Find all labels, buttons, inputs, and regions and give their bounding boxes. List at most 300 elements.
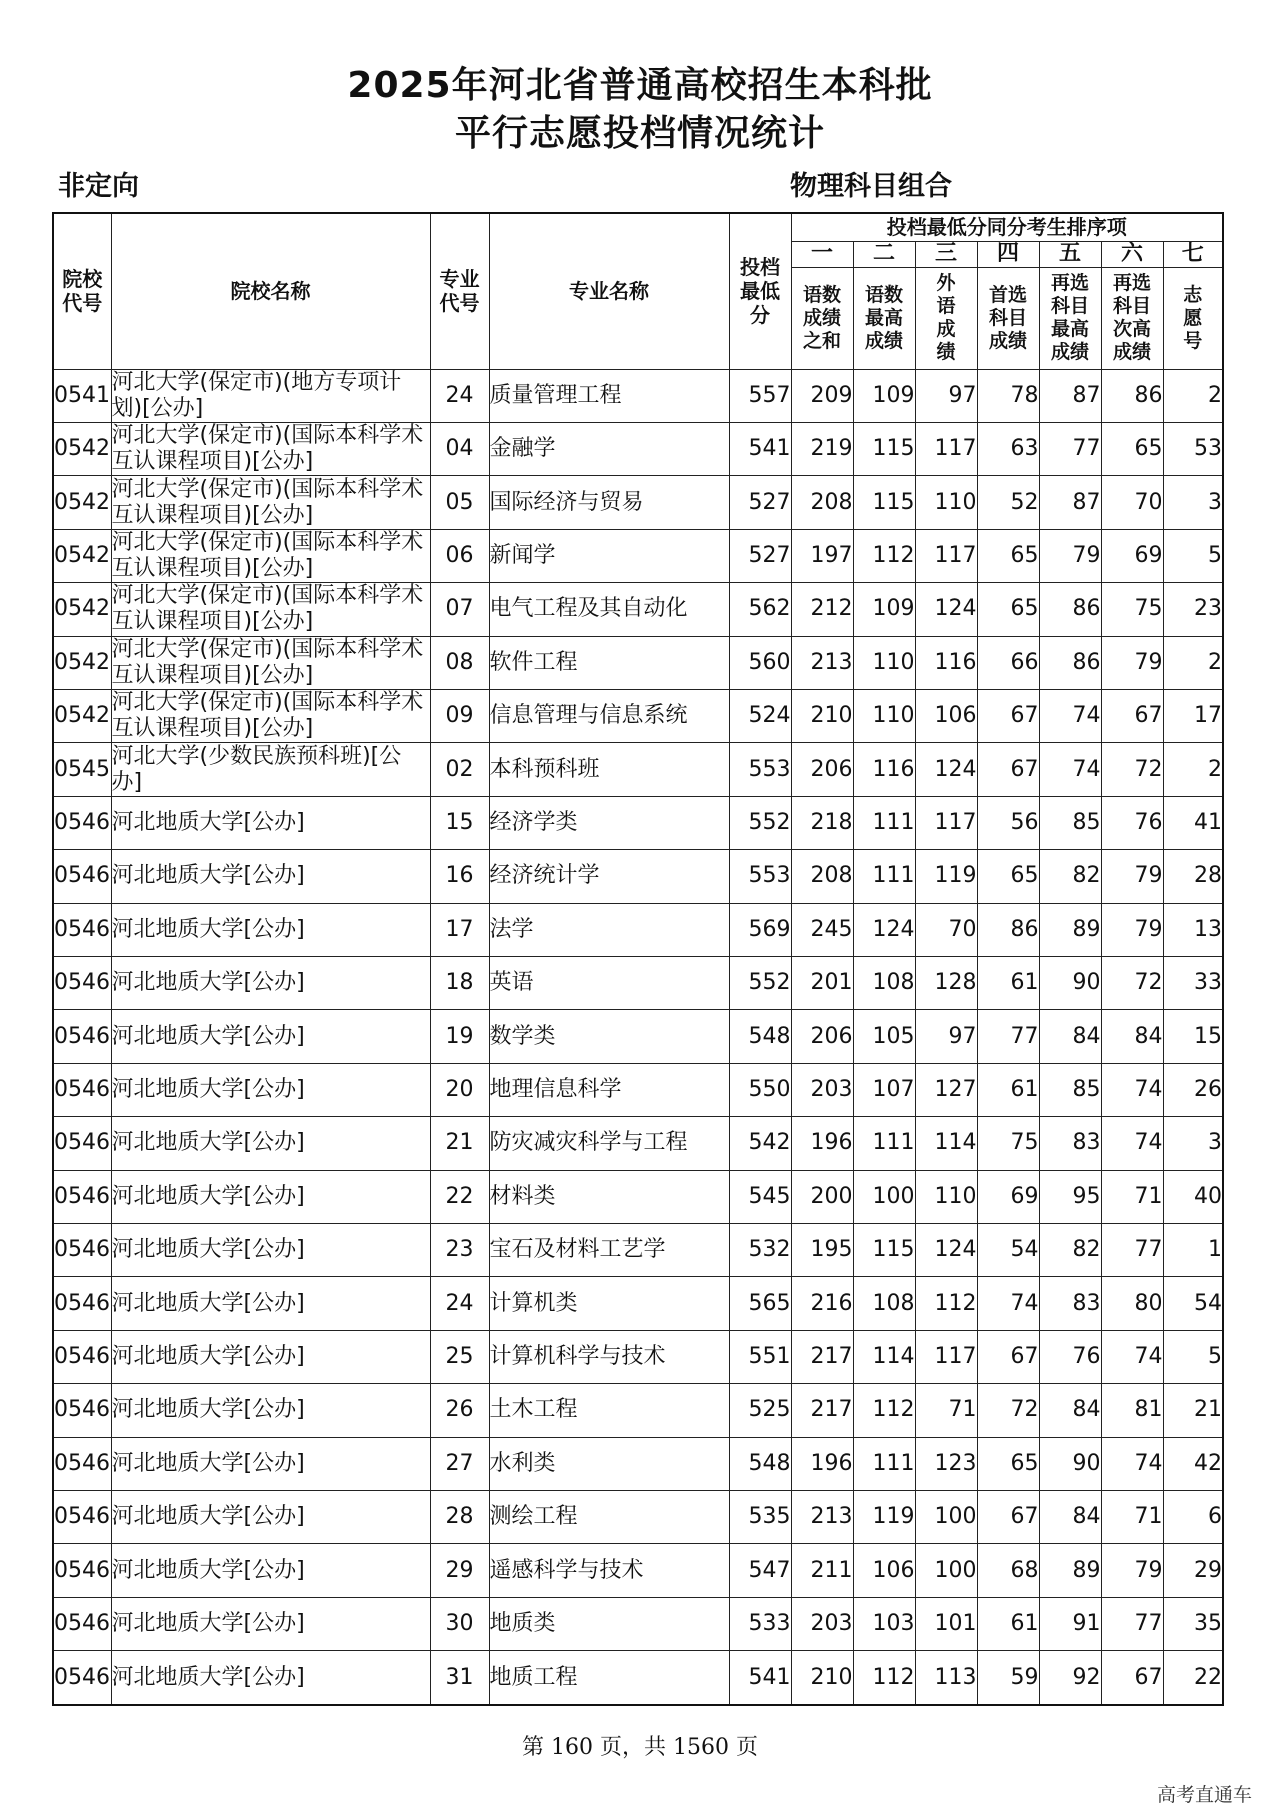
foreign-language-cell: 71 bbox=[915, 1384, 977, 1437]
elective-second-cell: 77 bbox=[1101, 1597, 1163, 1650]
min-score-cell: 525 bbox=[729, 1384, 791, 1437]
major-code-cell: 18 bbox=[430, 956, 489, 1009]
table-row bbox=[53, 850, 1223, 903]
school-code-cell: 0546 bbox=[53, 1277, 111, 1330]
header-tie-break: 投档最低分同分考生排序项 bbox=[791, 213, 1223, 241]
table-row bbox=[53, 903, 1223, 956]
major-code-cell: 19 bbox=[430, 1010, 489, 1063]
school-name-cell: 河北地质大学[公办] bbox=[111, 1384, 430, 1437]
foreign-language-cell: 123 bbox=[915, 1437, 977, 1490]
elective-max-cell: 87 bbox=[1039, 369, 1101, 422]
chinese-math-max-cell: 115 bbox=[853, 1224, 915, 1277]
school-name-cell: 河北地质大学[公办] bbox=[111, 796, 430, 849]
major-code-cell: 30 bbox=[430, 1597, 489, 1650]
chinese-math-max-cell: 103 bbox=[853, 1597, 915, 1650]
elective-second-cell: 70 bbox=[1101, 476, 1163, 529]
foreign-language-cell: 100 bbox=[915, 1491, 977, 1544]
table-row bbox=[53, 1170, 1223, 1223]
school-code-cell: 0546 bbox=[53, 1063, 111, 1116]
table-row bbox=[53, 743, 1223, 796]
school-code-cell: 0542 bbox=[53, 476, 111, 529]
table-row bbox=[53, 1651, 1223, 1705]
school-name-cell: 河北大学(保定市)(国际本科学术互认课程项目)[公办] bbox=[111, 422, 430, 475]
first-subject-cell: 68 bbox=[977, 1544, 1039, 1597]
elective-second-cell: 79 bbox=[1101, 903, 1163, 956]
first-subject-cell: 61 bbox=[977, 1597, 1039, 1650]
preference-number-cell: 42 bbox=[1163, 1437, 1223, 1490]
elective-max-cell: 85 bbox=[1039, 1063, 1101, 1116]
chinese-math-sum-cell: 203 bbox=[791, 1597, 853, 1650]
chinese-math-max-cell: 111 bbox=[853, 1117, 915, 1170]
chinese-math-sum-cell: 217 bbox=[791, 1330, 853, 1383]
major-name-cell: 测绘工程 bbox=[489, 1491, 729, 1544]
chinese-math-max-cell: 108 bbox=[853, 956, 915, 1009]
first-subject-cell: 65 bbox=[977, 850, 1039, 903]
header-rank-7: 七 bbox=[1163, 241, 1223, 267]
school-code-cell: 0546 bbox=[53, 1544, 111, 1597]
chinese-math-sum-cell: 219 bbox=[791, 422, 853, 475]
min-score-cell: 524 bbox=[729, 689, 791, 742]
foreign-language-cell: 128 bbox=[915, 956, 977, 1009]
elective-max-cell: 74 bbox=[1039, 743, 1101, 796]
min-score-cell: 548 bbox=[729, 1010, 791, 1063]
preference-number-cell: 28 bbox=[1163, 850, 1223, 903]
school-name-cell: 河北地质大学[公办] bbox=[111, 903, 430, 956]
min-score-cell: 551 bbox=[729, 1330, 791, 1383]
elective-max-cell: 92 bbox=[1039, 1651, 1101, 1705]
table-row bbox=[53, 689, 1223, 742]
school-name-cell: 河北地质大学[公办] bbox=[111, 1117, 430, 1170]
preference-number-cell: 6 bbox=[1163, 1491, 1223, 1544]
foreign-language-cell: 70 bbox=[915, 903, 977, 956]
major-code-cell: 27 bbox=[430, 1437, 489, 1490]
major-code-cell: 31 bbox=[430, 1651, 489, 1705]
header-criterion-1: 语数成绩之和 bbox=[791, 267, 853, 369]
chinese-math-sum-cell: 196 bbox=[791, 1117, 853, 1170]
chinese-math-max-cell: 100 bbox=[853, 1170, 915, 1223]
elective-second-cell: 67 bbox=[1101, 689, 1163, 742]
major-code-cell: 07 bbox=[430, 583, 489, 636]
header-rank-6: 六 bbox=[1101, 241, 1163, 267]
foreign-language-cell: 117 bbox=[915, 422, 977, 475]
chinese-math-sum-cell: 208 bbox=[791, 476, 853, 529]
table-row bbox=[53, 1063, 1223, 1116]
foreign-language-cell: 119 bbox=[915, 850, 977, 903]
table-row bbox=[53, 1544, 1223, 1597]
admission-table bbox=[52, 212, 1224, 1706]
major-code-cell: 20 bbox=[430, 1063, 489, 1116]
first-subject-cell: 65 bbox=[977, 529, 1039, 582]
school-name-cell: 河北大学(保定市)(国际本科学术互认课程项目)[公办] bbox=[111, 529, 430, 582]
elective-second-cell: 80 bbox=[1101, 1277, 1163, 1330]
major-name-cell: 计算机科学与技术 bbox=[489, 1330, 729, 1383]
elective-max-cell: 83 bbox=[1039, 1277, 1101, 1330]
school-code-cell: 0546 bbox=[53, 1117, 111, 1170]
elective-second-cell: 74 bbox=[1101, 1330, 1163, 1383]
major-code-cell: 15 bbox=[430, 796, 489, 849]
school-name-cell: 河北地质大学[公办] bbox=[111, 1063, 430, 1116]
school-code-cell: 0546 bbox=[53, 796, 111, 849]
school-code-cell: 0546 bbox=[53, 1491, 111, 1544]
header-rank-1: 一 bbox=[791, 241, 853, 267]
elective-second-cell: 84 bbox=[1101, 1010, 1163, 1063]
header-criterion-5: 再选科目最高成绩 bbox=[1039, 267, 1101, 369]
chinese-math-sum-cell: 210 bbox=[791, 689, 853, 742]
chinese-math-sum-cell: 213 bbox=[791, 1491, 853, 1544]
table-row bbox=[53, 529, 1223, 582]
chinese-math-max-cell: 112 bbox=[853, 1651, 915, 1705]
chinese-math-sum-cell: 203 bbox=[791, 1063, 853, 1116]
school-name-cell: 河北地质大学[公办] bbox=[111, 1491, 430, 1544]
major-name-cell: 质量管理工程 bbox=[489, 369, 729, 422]
elective-max-cell: 90 bbox=[1039, 956, 1101, 1009]
page-footer: 第 160 页，共 1560 页 bbox=[522, 1735, 758, 1760]
table-row bbox=[53, 1437, 1223, 1490]
first-subject-cell: 86 bbox=[977, 903, 1039, 956]
elective-max-cell: 87 bbox=[1039, 476, 1101, 529]
preference-number-cell: 15 bbox=[1163, 1010, 1223, 1063]
chinese-math-max-cell: 115 bbox=[853, 476, 915, 529]
min-score-cell: 527 bbox=[729, 529, 791, 582]
preference-number-cell: 2 bbox=[1163, 743, 1223, 796]
header-min-score: 投档最低分 bbox=[729, 213, 791, 369]
min-score-cell: 547 bbox=[729, 1544, 791, 1597]
foreign-language-cell: 117 bbox=[915, 1330, 977, 1383]
header-rank-2: 二 bbox=[853, 241, 915, 267]
foreign-language-cell: 127 bbox=[915, 1063, 977, 1116]
elective-second-cell: 67 bbox=[1101, 1651, 1163, 1705]
table-row bbox=[53, 636, 1223, 689]
header-criterion-6: 再选科目次高成绩 bbox=[1101, 267, 1163, 369]
elective-second-cell: 74 bbox=[1101, 1117, 1163, 1170]
school-name-cell: 河北大学(保定市)(国际本科学术互认课程项目)[公办] bbox=[111, 583, 430, 636]
major-name-cell: 新闻学 bbox=[489, 529, 729, 582]
first-subject-cell: 65 bbox=[977, 583, 1039, 636]
major-code-cell: 05 bbox=[430, 476, 489, 529]
chinese-math-sum-cell: 218 bbox=[791, 796, 853, 849]
elective-second-cell: 79 bbox=[1101, 1544, 1163, 1597]
first-subject-cell: 52 bbox=[977, 476, 1039, 529]
table-row bbox=[53, 1277, 1223, 1330]
chinese-math-max-cell: 110 bbox=[853, 689, 915, 742]
major-name-cell: 国际经济与贸易 bbox=[489, 476, 729, 529]
foreign-language-cell: 112 bbox=[915, 1277, 977, 1330]
elective-max-cell: 90 bbox=[1039, 1437, 1101, 1490]
chinese-math-max-cell: 111 bbox=[853, 1437, 915, 1490]
major-code-cell: 22 bbox=[430, 1170, 489, 1223]
school-code-cell: 0546 bbox=[53, 1010, 111, 1063]
school-code-cell: 0542 bbox=[53, 689, 111, 742]
school-name-cell: 河北地质大学[公办] bbox=[111, 1437, 430, 1490]
title-line-1: 2025年河北省普通高校招生本科批 bbox=[347, 65, 933, 106]
school-code-cell: 0546 bbox=[53, 903, 111, 956]
preference-number-cell: 1 bbox=[1163, 1224, 1223, 1277]
chinese-math-max-cell: 111 bbox=[853, 796, 915, 849]
elective-max-cell: 77 bbox=[1039, 422, 1101, 475]
title-line-2: 平行志愿投档情况统计 bbox=[454, 113, 825, 154]
major-code-cell: 17 bbox=[430, 903, 489, 956]
school-name-cell: 河北地质大学[公办] bbox=[111, 1170, 430, 1223]
foreign-language-cell: 106 bbox=[915, 689, 977, 742]
school-name-cell: 河北大学(保定市)(地方专项计划)[公办] bbox=[111, 369, 430, 422]
first-subject-cell: 56 bbox=[977, 796, 1039, 849]
table-row bbox=[53, 1010, 1223, 1063]
chinese-math-max-cell: 108 bbox=[853, 1277, 915, 1330]
school-name-cell: 河北地质大学[公办] bbox=[111, 1597, 430, 1650]
chinese-math-max-cell: 111 bbox=[853, 850, 915, 903]
table-row bbox=[53, 956, 1223, 1009]
chinese-math-max-cell: 124 bbox=[853, 903, 915, 956]
header-criterion-2: 语数最高成绩 bbox=[853, 267, 915, 369]
header-major-code: 专业代号 bbox=[430, 213, 489, 369]
preference-number-cell: 3 bbox=[1163, 476, 1223, 529]
elective-max-cell: 82 bbox=[1039, 850, 1101, 903]
table-row bbox=[53, 1224, 1223, 1277]
school-code-cell: 0546 bbox=[53, 1224, 111, 1277]
header-rank-5: 五 bbox=[1039, 241, 1101, 267]
chinese-math-sum-cell: 211 bbox=[791, 1544, 853, 1597]
min-score-cell: 527 bbox=[729, 476, 791, 529]
chinese-math-max-cell: 119 bbox=[853, 1491, 915, 1544]
first-subject-cell: 61 bbox=[977, 1063, 1039, 1116]
elective-second-cell: 69 bbox=[1101, 529, 1163, 582]
elective-max-cell: 84 bbox=[1039, 1010, 1101, 1063]
school-name-cell: 河北大学(保定市)(国际本科学术互认课程项目)[公办] bbox=[111, 636, 430, 689]
major-name-cell: 英语 bbox=[489, 956, 729, 1009]
foreign-language-cell: 114 bbox=[915, 1117, 977, 1170]
min-score-cell: 557 bbox=[729, 369, 791, 422]
school-name-cell: 河北地质大学[公办] bbox=[111, 1544, 430, 1597]
min-score-cell: 553 bbox=[729, 743, 791, 796]
chinese-math-sum-cell: 209 bbox=[791, 369, 853, 422]
elective-max-cell: 79 bbox=[1039, 529, 1101, 582]
foreign-language-cell: 124 bbox=[915, 1224, 977, 1277]
elective-max-cell: 84 bbox=[1039, 1384, 1101, 1437]
foreign-language-cell: 110 bbox=[915, 1170, 977, 1223]
major-name-cell: 防灾减灾科学与工程 bbox=[489, 1117, 729, 1170]
min-score-cell: 541 bbox=[729, 422, 791, 475]
table-row bbox=[53, 583, 1223, 636]
school-name-cell: 河北地质大学[公办] bbox=[111, 1010, 430, 1063]
school-code-cell: 0546 bbox=[53, 956, 111, 1009]
major-code-cell: 06 bbox=[430, 529, 489, 582]
min-score-cell: 535 bbox=[729, 1491, 791, 1544]
chinese-math-max-cell: 109 bbox=[853, 583, 915, 636]
major-name-cell: 经济统计学 bbox=[489, 850, 729, 903]
school-code-cell: 0546 bbox=[53, 1651, 111, 1705]
chinese-math-max-cell: 106 bbox=[853, 1544, 915, 1597]
school-code-cell: 0542 bbox=[53, 529, 111, 582]
major-name-cell: 数学类 bbox=[489, 1010, 729, 1063]
chinese-math-max-cell: 105 bbox=[853, 1010, 915, 1063]
major-code-cell: 23 bbox=[430, 1224, 489, 1277]
chinese-math-sum-cell: 208 bbox=[791, 850, 853, 903]
major-name-cell: 信息管理与信息系统 bbox=[489, 689, 729, 742]
major-name-cell: 电气工程及其自动化 bbox=[489, 583, 729, 636]
school-code-cell: 0546 bbox=[53, 1437, 111, 1490]
min-score-cell: 542 bbox=[729, 1117, 791, 1170]
preference-number-cell: 40 bbox=[1163, 1170, 1223, 1223]
elective-max-cell: 89 bbox=[1039, 1544, 1101, 1597]
school-code-cell: 0542 bbox=[53, 583, 111, 636]
chinese-math-sum-cell: 212 bbox=[791, 583, 853, 636]
foreign-language-cell: 124 bbox=[915, 583, 977, 636]
elective-second-cell: 65 bbox=[1101, 422, 1163, 475]
first-subject-cell: 74 bbox=[977, 1277, 1039, 1330]
elective-max-cell: 95 bbox=[1039, 1170, 1101, 1223]
school-name-cell: 河北地质大学[公办] bbox=[111, 1651, 430, 1705]
elective-max-cell: 91 bbox=[1039, 1597, 1101, 1650]
header-school-name: 院校名称 bbox=[111, 213, 430, 369]
min-score-cell: 552 bbox=[729, 956, 791, 1009]
elective-max-cell: 74 bbox=[1039, 689, 1101, 742]
min-score-cell: 532 bbox=[729, 1224, 791, 1277]
table-row bbox=[53, 1597, 1223, 1650]
first-subject-cell: 67 bbox=[977, 1330, 1039, 1383]
chinese-math-sum-cell: 197 bbox=[791, 529, 853, 582]
header-major-name: 专业名称 bbox=[489, 213, 729, 369]
first-subject-cell: 61 bbox=[977, 956, 1039, 1009]
foreign-language-cell: 116 bbox=[915, 636, 977, 689]
major-name-cell: 本科预科班 bbox=[489, 743, 729, 796]
min-score-cell: 553 bbox=[729, 850, 791, 903]
preference-number-cell: 2 bbox=[1163, 636, 1223, 689]
chinese-math-sum-cell: 206 bbox=[791, 743, 853, 796]
school-code-cell: 0546 bbox=[53, 850, 111, 903]
foreign-language-cell: 113 bbox=[915, 1651, 977, 1705]
elective-second-cell: 74 bbox=[1101, 1437, 1163, 1490]
major-code-cell: 08 bbox=[430, 636, 489, 689]
chinese-math-sum-cell: 196 bbox=[791, 1437, 853, 1490]
major-name-cell: 宝石及材料工艺学 bbox=[489, 1224, 729, 1277]
school-name-cell: 河北大学(少数民族预科班)[公办] bbox=[111, 743, 430, 796]
elective-second-cell: 75 bbox=[1101, 583, 1163, 636]
major-code-cell: 09 bbox=[430, 689, 489, 742]
school-code-cell: 0542 bbox=[53, 422, 111, 475]
first-subject-cell: 59 bbox=[977, 1651, 1039, 1705]
elective-second-cell: 79 bbox=[1101, 850, 1163, 903]
school-code-cell: 0546 bbox=[53, 1330, 111, 1383]
preference-number-cell: 33 bbox=[1163, 956, 1223, 1009]
table-row bbox=[53, 796, 1223, 849]
foreign-language-cell: 100 bbox=[915, 1544, 977, 1597]
major-name-cell: 法学 bbox=[489, 903, 729, 956]
preference-number-cell: 13 bbox=[1163, 903, 1223, 956]
foreign-language-cell: 124 bbox=[915, 743, 977, 796]
school-name-cell: 河北大学(保定市)(国际本科学术互认课程项目)[公办] bbox=[111, 476, 430, 529]
min-score-cell: 569 bbox=[729, 903, 791, 956]
watermark: 高考直通车 bbox=[1156, 1784, 1252, 1806]
first-subject-cell: 63 bbox=[977, 422, 1039, 475]
school-name-cell: 河北地质大学[公办] bbox=[111, 1277, 430, 1330]
subject-group-label: 物理科目组合 bbox=[790, 171, 952, 202]
header-rank-4: 四 bbox=[977, 241, 1039, 267]
major-code-cell: 24 bbox=[430, 1277, 489, 1330]
min-score-cell: 565 bbox=[729, 1277, 791, 1330]
preference-number-cell: 5 bbox=[1163, 529, 1223, 582]
elective-second-cell: 74 bbox=[1101, 1063, 1163, 1116]
elective-max-cell: 84 bbox=[1039, 1491, 1101, 1544]
preference-number-cell: 54 bbox=[1163, 1277, 1223, 1330]
chinese-math-max-cell: 114 bbox=[853, 1330, 915, 1383]
preference-number-cell: 2 bbox=[1163, 369, 1223, 422]
school-code-cell: 0546 bbox=[53, 1170, 111, 1223]
preference-number-cell: 29 bbox=[1163, 1544, 1223, 1597]
school-name-cell: 河北地质大学[公办] bbox=[111, 1330, 430, 1383]
chinese-math-sum-cell: 216 bbox=[791, 1277, 853, 1330]
first-subject-cell: 77 bbox=[977, 1010, 1039, 1063]
preference-number-cell: 41 bbox=[1163, 796, 1223, 849]
elective-second-cell: 71 bbox=[1101, 1491, 1163, 1544]
chinese-math-max-cell: 110 bbox=[853, 636, 915, 689]
preference-number-cell: 21 bbox=[1163, 1384, 1223, 1437]
preference-number-cell: 26 bbox=[1163, 1063, 1223, 1116]
school-name-cell: 河北地质大学[公办] bbox=[111, 850, 430, 903]
school-code-cell: 0542 bbox=[53, 636, 111, 689]
preference-number-cell: 35 bbox=[1163, 1597, 1223, 1650]
school-code-cell: 0546 bbox=[53, 1597, 111, 1650]
table-row bbox=[53, 1491, 1223, 1544]
major-name-cell: 计算机类 bbox=[489, 1277, 729, 1330]
first-subject-cell: 65 bbox=[977, 1437, 1039, 1490]
school-name-cell: 河北地质大学[公办] bbox=[111, 1224, 430, 1277]
foreign-language-cell: 117 bbox=[915, 796, 977, 849]
major-code-cell: 04 bbox=[430, 422, 489, 475]
first-subject-cell: 67 bbox=[977, 1491, 1039, 1544]
preference-number-cell: 23 bbox=[1163, 583, 1223, 636]
table-row bbox=[53, 1330, 1223, 1383]
min-score-cell: 562 bbox=[729, 583, 791, 636]
min-score-cell: 552 bbox=[729, 796, 791, 849]
major-name-cell: 地理信息科学 bbox=[489, 1063, 729, 1116]
chinese-math-sum-cell: 206 bbox=[791, 1010, 853, 1063]
elective-max-cell: 89 bbox=[1039, 903, 1101, 956]
first-subject-cell: 75 bbox=[977, 1117, 1039, 1170]
min-score-cell: 548 bbox=[729, 1437, 791, 1490]
major-code-cell: 25 bbox=[430, 1330, 489, 1383]
chinese-math-sum-cell: 245 bbox=[791, 903, 853, 956]
chinese-math-max-cell: 112 bbox=[853, 1384, 915, 1437]
major-name-cell: 地质工程 bbox=[489, 1651, 729, 1705]
preference-number-cell: 22 bbox=[1163, 1651, 1223, 1705]
elective-max-cell: 82 bbox=[1039, 1224, 1101, 1277]
header-school-code: 院校代号 bbox=[53, 213, 111, 369]
major-code-cell: 24 bbox=[430, 369, 489, 422]
min-score-cell: 541 bbox=[729, 1651, 791, 1705]
school-code-cell: 0546 bbox=[53, 1384, 111, 1437]
foreign-language-cell: 110 bbox=[915, 476, 977, 529]
table-row bbox=[53, 422, 1223, 475]
chinese-math-sum-cell: 210 bbox=[791, 1651, 853, 1705]
major-name-cell: 土木工程 bbox=[489, 1384, 729, 1437]
chinese-math-sum-cell: 213 bbox=[791, 636, 853, 689]
preference-number-cell: 53 bbox=[1163, 422, 1223, 475]
preference-number-cell: 17 bbox=[1163, 689, 1223, 742]
elective-second-cell: 71 bbox=[1101, 1170, 1163, 1223]
foreign-language-cell: 97 bbox=[915, 1010, 977, 1063]
chinese-math-max-cell: 116 bbox=[853, 743, 915, 796]
plan-type-label: 非定向 bbox=[58, 171, 139, 202]
elective-max-cell: 86 bbox=[1039, 583, 1101, 636]
min-score-cell: 533 bbox=[729, 1597, 791, 1650]
elective-max-cell: 76 bbox=[1039, 1330, 1101, 1383]
elective-second-cell: 79 bbox=[1101, 636, 1163, 689]
major-name-cell: 材料类 bbox=[489, 1170, 729, 1223]
min-score-cell: 550 bbox=[729, 1063, 791, 1116]
table-row bbox=[53, 1384, 1223, 1437]
school-code-cell: 0541 bbox=[53, 369, 111, 422]
foreign-language-cell: 117 bbox=[915, 529, 977, 582]
